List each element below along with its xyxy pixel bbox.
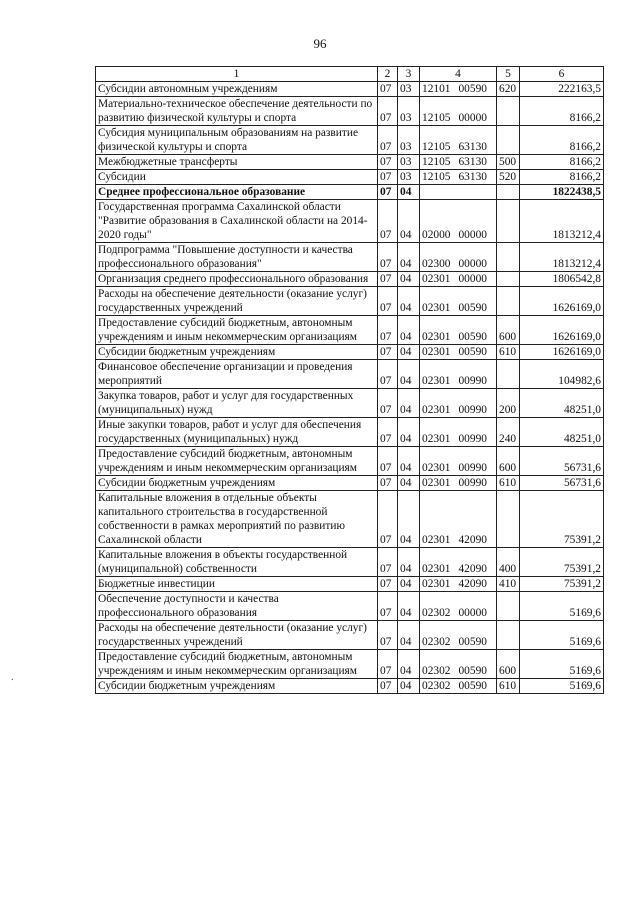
table-header-row [96,67,604,82]
row-section-cell: 07 [378,82,398,97]
row-name-cell: Финансовое обеспечение организации и проведения мероприятий [96,360,378,389]
program-code: 02301 [422,578,451,590]
row-section-cell: 07 [378,447,398,476]
row-section-cell: 07 [378,170,398,185]
row-target-article-cell [420,650,497,679]
row-name-cell: Материально-техническое обеспечение деятельности по развитию физической культуры и спорта [96,97,378,126]
table-row [96,679,604,694]
row-subsection-cell: 04 [398,200,420,243]
table-row [96,577,604,592]
program-code: 12105 [422,156,451,168]
program-code: 02301 [422,273,451,285]
program-code: 02301 [422,563,451,575]
row-expense-type-cell [497,185,520,200]
program-code: 12101 [422,83,451,95]
row-expense-type-cell [497,491,520,548]
row-amount-cell: 1806542,8 [520,272,604,287]
direction-code: 63130 [458,141,487,153]
row-target-article-cell [420,476,497,491]
header-cell-subsection: 3 [398,67,420,82]
row-amount-cell: 5169,6 [520,621,604,650]
direction-code: 00990 [458,375,487,387]
table-row [96,287,604,316]
row-name-cell: Организация среднего профессионального образования [96,272,378,287]
row-subsection-cell: 04 [398,345,420,360]
row-subsection-cell: 04 [398,418,420,447]
program-code: 02000 [422,229,451,241]
row-amount-cell: 1813212,4 [520,200,604,243]
row-amount-cell: 75391,2 [520,548,604,577]
row-target-article-cell [420,447,497,476]
row-amount-cell: 1626169,0 [520,316,604,345]
table-row [96,447,604,476]
row-expense-type-cell [497,621,520,650]
table-row [96,621,604,650]
row-section-cell: 07 [378,476,398,491]
row-target-article-cell [420,200,497,243]
row-amount-cell: 104982,6 [520,360,604,389]
program-code: 02301 [422,331,451,343]
row-amount-cell: 1626169,0 [520,345,604,360]
row-target-article-cell [420,272,497,287]
row-name-cell: Государственная программа Сахалинской области "Развитие образования в Сахалинской области на 2014-2020 годы" [96,200,378,243]
row-name-cell: Субсидии автономным учреждениям [96,82,378,97]
row-name-cell: Подпрограмма "Повышение доступности и качества профессионального образования" [96,243,378,272]
row-expense-type-cell [497,287,520,316]
row-section-cell: 07 [378,548,398,577]
row-expense-type-cell: 610 [497,345,520,360]
row-target-article-cell [420,418,497,447]
row-amount-cell: 56731,6 [520,476,604,491]
row-subsection-cell: 03 [398,170,420,185]
row-target-article-cell [420,577,497,592]
header-cell-expense-type: 5 [497,67,520,82]
row-target-article-cell [420,185,497,200]
table-row [96,243,604,272]
row-section-cell: 07 [378,360,398,389]
row-amount-cell: 56731,6 [520,447,604,476]
row-target-article-cell [420,621,497,650]
program-code: 02301 [422,534,451,546]
row-target-article-cell [420,126,497,155]
row-name-cell: Предоставление субсидий бюджетным, автономным учреждениям и иным некоммерческим организациям [96,447,378,476]
row-expense-type-cell: 600 [497,316,520,345]
program-code: 02302 [422,607,451,619]
table-row [96,476,604,491]
row-subsection-cell: 04 [398,577,420,592]
row-section-cell: 07 [378,287,398,316]
table-row [96,185,604,200]
row-expense-type-cell [497,126,520,155]
row-name-cell: Обеспечение доступности и качества профессионального образования [96,592,378,621]
program-code: 02302 [422,665,451,677]
row-target-article-cell [420,170,497,185]
row-amount-cell: 75391,2 [520,577,604,592]
row-target-article-cell [420,287,497,316]
row-subsection-cell: 04 [398,389,420,418]
direction-code: 00590 [458,302,487,314]
table-row [96,272,604,287]
row-name-cell: Предоставление субсидий бюджетным, автономным учреждениям и иным некоммерческим организациям [96,650,378,679]
row-subsection-cell: 04 [398,287,420,316]
direction-code: 00590 [458,331,487,343]
row-name-cell: Капитальные вложения в объекты государственной (муниципальной) собственности [96,548,378,577]
row-target-article-cell [420,97,497,126]
row-name-cell: Межбюджетные трансферты [96,155,378,170]
row-section-cell: 07 [378,200,398,243]
row-section-cell: 07 [378,97,398,126]
row-name-cell: Субсидии бюджетным учреждениям [96,345,378,360]
row-name-cell: Капитальные вложения в отдельные объекты капитального строительства в государственной собственности в рамках мероприятий по развитию Сахалинской области [96,491,378,548]
row-target-article-cell [420,243,497,272]
table-row [96,418,604,447]
row-name-cell: Расходы на обеспечение деятельности (оказание услуг) государственных учреждений [96,621,378,650]
row-expense-type-cell: 610 [497,679,520,694]
row-amount-cell: 5169,6 [520,592,604,621]
row-expense-type-cell [497,272,520,287]
header-cell-section: 2 [378,67,398,82]
row-section-cell: 07 [378,592,398,621]
direction-code: 00000 [458,229,487,241]
row-subsection-cell: 04 [398,185,420,200]
row-section-cell: 07 [378,155,398,170]
row-expense-type-cell: 500 [497,155,520,170]
row-expense-type-cell [497,243,520,272]
budget-table [95,66,604,694]
header-cell-name: 1 [96,67,378,82]
row-amount-cell: 222163,5 [520,82,604,97]
program-code: 02301 [422,477,451,489]
row-target-article-cell [420,679,497,694]
row-section-cell: 07 [378,126,398,155]
row-subsection-cell: 04 [398,592,420,621]
row-amount-cell: 8166,2 [520,170,604,185]
row-amount-cell: 8166,2 [520,97,604,126]
program-code: 02301 [422,462,451,474]
row-amount-cell: 5169,6 [520,650,604,679]
table-row [96,592,604,621]
direction-code: 42090 [458,563,487,575]
row-subsection-cell: 03 [398,82,420,97]
row-name-cell: Субсидии бюджетным учреждениям [96,679,378,694]
row-expense-type-cell: 600 [497,650,520,679]
direction-code: 00590 [458,346,487,358]
table-row [96,316,604,345]
direction-code: 00990 [458,462,487,474]
table-row [96,360,604,389]
row-amount-cell: 8166,2 [520,155,604,170]
row-expense-type-cell: 610 [497,476,520,491]
program-code: 02301 [422,404,451,416]
row-name-cell: Закупка товаров, работ и услуг для государственных (муниципальных) нужд [96,389,378,418]
row-name-cell: Иные закупки товаров, работ и услуг для обеспечения государственных (муниципальных) нужд [96,418,378,447]
direction-code: 00990 [458,477,487,489]
row-subsection-cell: 03 [398,126,420,155]
table-row [96,548,604,577]
row-subsection-cell: 04 [398,447,420,476]
row-target-article-cell [420,491,497,548]
row-section-cell: 07 [378,650,398,679]
row-name-cell: Среднее профессиональное образование [96,185,378,200]
program-code: 02301 [422,346,451,358]
table-row [96,82,604,97]
program-code: 02302 [422,680,451,692]
direction-code: 00000 [458,273,487,285]
row-name-cell: Субсидия муниципальным образованиям на развитие физической культуры и спорта [96,126,378,155]
direction-code: 42090 [458,534,487,546]
row-name-cell: Расходы на обеспечение деятельности (оказание услуг) государственных учреждений [96,287,378,316]
direction-code: 63130 [458,171,487,183]
direction-code: 00990 [458,433,487,445]
direction-code: 00590 [458,636,487,648]
table-row [96,389,604,418]
row-expense-type-cell: 520 [497,170,520,185]
row-expense-type-cell [497,200,520,243]
direction-code: 00990 [458,404,487,416]
program-code: 02301 [422,302,451,314]
row-section-cell: 07 [378,185,398,200]
row-subsection-cell: 04 [398,679,420,694]
row-section-cell: 07 [378,243,398,272]
direction-code: 42090 [458,578,487,590]
table-row [96,200,604,243]
direction-code: 00000 [458,607,487,619]
row-subsection-cell: 04 [398,491,420,548]
row-subsection-cell: 04 [398,548,420,577]
table-row [96,345,604,360]
row-expense-type-cell: 620 [497,82,520,97]
row-target-article-cell [420,82,497,97]
row-expense-type-cell: 400 [497,548,520,577]
program-code: 12105 [422,112,451,124]
row-target-article-cell [420,155,497,170]
row-name-cell: Субсидии бюджетным учреждениям [96,476,378,491]
row-section-cell: 07 [378,418,398,447]
row-amount-cell: 1626169,0 [520,287,604,316]
row-amount-cell: 75391,2 [520,491,604,548]
row-subsection-cell: 04 [398,621,420,650]
row-section-cell: 07 [378,316,398,345]
row-section-cell: 07 [378,345,398,360]
program-code: 02302 [422,636,451,648]
row-amount-cell: 48251,0 [520,389,604,418]
row-subsection-cell: 04 [398,650,420,679]
row-subsection-cell: 04 [398,272,420,287]
table-row [96,650,604,679]
row-amount-cell: 1813212,4 [520,243,604,272]
row-section-cell: 07 [378,491,398,548]
row-expense-type-cell: 410 [497,577,520,592]
table-row [96,170,604,185]
direction-code: 63130 [458,156,487,168]
program-code: 02301 [422,375,451,387]
direction-code: 00000 [458,258,487,270]
direction-code: 00000 [458,112,487,124]
direction-code: 00590 [458,83,487,95]
row-section-cell: 07 [378,389,398,418]
page-number: 96 [313,36,327,51]
row-expense-type-cell: 240 [497,418,520,447]
program-code: 02300 [422,258,451,270]
direction-code: 00590 [458,665,487,677]
row-subsection-cell: 04 [398,476,420,491]
row-amount-cell: 1822438,5 [520,185,604,200]
row-expense-type-cell [497,97,520,126]
header-cell-amount: 6 [520,67,604,82]
row-amount-cell: 8166,2 [520,126,604,155]
row-section-cell: 07 [378,577,398,592]
program-code: 12105 [422,171,451,183]
row-section-cell: 07 [378,679,398,694]
row-subsection-cell: 03 [398,97,420,126]
row-name-cell: Субсидии [96,170,378,185]
row-subsection-cell: 04 [398,360,420,389]
row-section-cell: 07 [378,272,398,287]
row-amount-cell: 5169,6 [520,679,604,694]
program-code: 02301 [422,433,451,445]
row-expense-type-cell [497,360,520,389]
header-cell-target-article: 4 [420,67,497,82]
row-target-article-cell [420,316,497,345]
row-section-cell: 07 [378,621,398,650]
row-subsection-cell: 03 [398,155,420,170]
row-target-article-cell [420,360,497,389]
row-target-article-cell [420,592,497,621]
table-row [96,491,604,548]
row-subsection-cell: 04 [398,316,420,345]
table-row [96,97,604,126]
direction-code: 00590 [458,680,487,692]
margin-mark: ⸱ [11,675,14,686]
row-expense-type-cell: 600 [497,447,520,476]
row-name-cell: Предоставление субсидий бюджетным, автономным учреждениям и иным некоммерческим организациям [96,316,378,345]
row-expense-type-cell: 200 [497,389,520,418]
row-expense-type-cell [497,592,520,621]
row-subsection-cell: 04 [398,243,420,272]
table-row [96,155,604,170]
row-amount-cell: 48251,0 [520,418,604,447]
row-target-article-cell [420,345,497,360]
row-name-cell: Бюджетные инвестиции [96,577,378,592]
row-target-article-cell [420,389,497,418]
row-target-article-cell [420,548,497,577]
table-row [96,126,604,155]
program-code: 12105 [422,141,451,153]
